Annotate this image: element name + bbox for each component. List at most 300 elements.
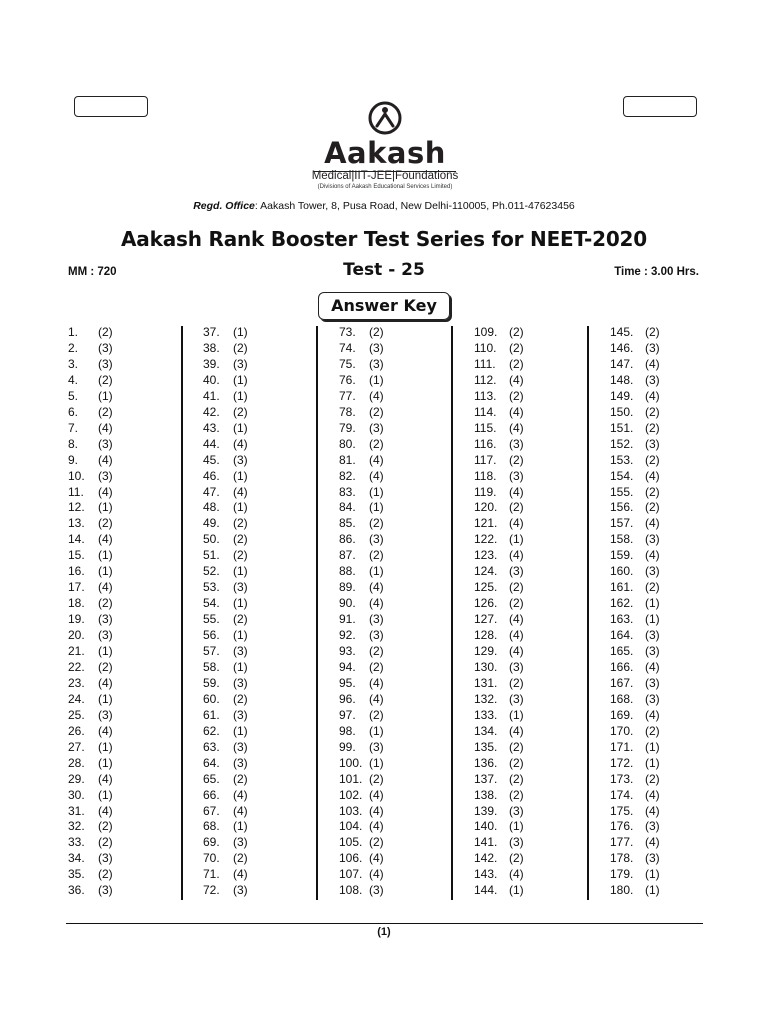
answer-option: (3) xyxy=(645,564,660,579)
question-number: 124. xyxy=(474,564,498,579)
question-number: 76. xyxy=(339,372,356,387)
question-number: 42. xyxy=(203,404,220,419)
question-number: 80. xyxy=(339,436,356,451)
answer-option: (3) xyxy=(645,532,660,547)
question-number: 83. xyxy=(339,484,356,499)
answer-option: (2) xyxy=(645,325,660,339)
question-number: 179. xyxy=(610,867,634,882)
answer-option: (1) xyxy=(369,755,384,770)
answer-option: (4) xyxy=(369,675,384,690)
column-divider xyxy=(181,326,183,900)
answer-option: (2) xyxy=(98,325,113,339)
logo-tagline: Medical|IIT-JEE|Foundations xyxy=(311,170,459,182)
question-number: 108. xyxy=(339,883,363,898)
question-number: 3. xyxy=(68,356,79,371)
question-number: 149. xyxy=(610,388,634,403)
answer-option: (4) xyxy=(509,628,524,643)
answer-option: (4) xyxy=(233,436,248,451)
answer-option: (3) xyxy=(645,675,660,690)
answer-option: (3) xyxy=(369,532,384,547)
answer-option: (4) xyxy=(98,420,113,435)
answer-option: (2) xyxy=(233,612,248,627)
answer-option: (4) xyxy=(233,484,248,499)
answer-option: (1) xyxy=(509,532,524,547)
answer-option: (1) xyxy=(98,548,113,563)
question-number: 8. xyxy=(68,436,79,451)
question-number: 19. xyxy=(68,612,85,627)
answer-option: (4) xyxy=(369,580,384,595)
question-number: 162. xyxy=(610,596,634,611)
answer-option: (2) xyxy=(645,771,660,786)
question-number: 109. xyxy=(474,325,498,339)
question-number: 171. xyxy=(610,739,634,754)
question-number: 52. xyxy=(203,564,220,579)
question-number: 111. xyxy=(474,356,496,371)
answer-option: (4) xyxy=(509,404,524,419)
answer-option: (4) xyxy=(509,548,524,563)
answer-option: (3) xyxy=(369,340,384,355)
question-number: 99. xyxy=(339,739,356,754)
answer-option: (2) xyxy=(645,420,660,435)
aakash-emblem-icon xyxy=(367,100,403,136)
answer-option: (2) xyxy=(233,516,248,531)
answer-option: (2) xyxy=(369,516,384,531)
answer-option: (3) xyxy=(98,340,113,355)
question-number: 92. xyxy=(339,628,356,643)
question-number: 9. xyxy=(68,452,79,467)
question-number: 152. xyxy=(610,436,634,451)
answer-option: (2) xyxy=(645,484,660,499)
question-number: 176. xyxy=(610,819,634,834)
question-number: 37. xyxy=(203,325,220,339)
answer-option: (1) xyxy=(645,612,660,627)
question-number: 62. xyxy=(203,723,220,738)
answer-option: (3) xyxy=(98,468,113,483)
answer-option: (1) xyxy=(233,564,248,579)
answer-option: (3) xyxy=(509,659,524,674)
question-number: 1. xyxy=(68,325,79,339)
question-number: 153. xyxy=(610,452,634,467)
question-number: 95. xyxy=(339,675,356,690)
question-number: 59. xyxy=(203,675,220,690)
code-box xyxy=(623,96,697,117)
answer-option: (2) xyxy=(369,707,384,722)
answer-option: (4) xyxy=(98,723,113,738)
question-number: 79. xyxy=(339,420,356,435)
answer-option: (3) xyxy=(645,372,660,387)
question-number: 16. xyxy=(68,564,85,579)
answer-option: (1) xyxy=(369,500,384,515)
question-number: 73. xyxy=(339,325,356,339)
question-number: 170. xyxy=(610,723,634,738)
answer-option: (2) xyxy=(233,548,248,563)
question-number: 107. xyxy=(339,867,363,882)
question-number: 38. xyxy=(203,340,220,355)
answer-option: (3) xyxy=(98,628,113,643)
answer-option: (1) xyxy=(233,819,248,834)
page-title: Aakash Rank Booster Test Series for NEET-2020 xyxy=(121,227,647,251)
answer-option: (4) xyxy=(369,787,384,802)
question-number: 13. xyxy=(68,516,85,531)
answer-option: (1) xyxy=(369,723,384,738)
question-number: 165. xyxy=(610,644,634,658)
answer-option: (2) xyxy=(509,452,524,467)
regd-label: Regd. Office xyxy=(193,200,255,212)
question-number: 27. xyxy=(68,739,85,754)
answer-option: (1) xyxy=(98,787,113,802)
question-number: 178. xyxy=(610,851,634,866)
question-number: 102. xyxy=(339,787,363,802)
question-number: 127. xyxy=(474,612,498,627)
answer-option: (3) xyxy=(369,628,384,643)
question-number: 44. xyxy=(203,436,220,451)
question-number: 34. xyxy=(68,851,85,866)
answer-option: (3) xyxy=(509,691,524,706)
answer-option: (2) xyxy=(369,771,384,786)
question-number: 31. xyxy=(68,803,85,818)
question-number: 60. xyxy=(203,691,220,706)
question-number: 77. xyxy=(339,388,356,403)
question-number: 33. xyxy=(68,835,85,850)
answer-option: (1) xyxy=(509,707,524,722)
question-number: 71. xyxy=(203,867,220,882)
answer-option: (1) xyxy=(369,564,384,579)
answer-option: (4) xyxy=(369,596,384,611)
question-number: 155. xyxy=(610,484,634,499)
answer-option: (1) xyxy=(645,596,660,611)
question-number: 151. xyxy=(610,420,634,435)
answer-option: (3) xyxy=(233,580,248,595)
answer-option: (4) xyxy=(509,484,524,499)
answer-option: (2) xyxy=(509,596,524,611)
question-number: 17. xyxy=(68,580,85,595)
answer-option: (4) xyxy=(509,372,524,387)
answer-option: (3) xyxy=(98,883,113,898)
question-number: 114. xyxy=(474,404,497,419)
question-number: 23. xyxy=(68,675,85,690)
answer-option: (4) xyxy=(233,803,248,818)
answer-option: (4) xyxy=(98,675,113,690)
answer-option: (2) xyxy=(98,659,113,674)
answer-option: (2) xyxy=(369,659,384,674)
answer-option: (2) xyxy=(509,675,524,690)
question-number: 43. xyxy=(203,420,220,435)
logo-wordmark: Aakash xyxy=(324,136,446,170)
answer-option: (1) xyxy=(369,372,384,387)
answer-option: (3) xyxy=(369,883,384,898)
answer-option: (1) xyxy=(98,500,113,515)
answer-option: (1) xyxy=(98,755,113,770)
answer-option: (3) xyxy=(233,755,248,770)
answer-option: (1) xyxy=(98,691,113,706)
answer-option: (2) xyxy=(369,644,384,658)
question-number: 85. xyxy=(339,516,356,531)
question-number: 53. xyxy=(203,580,220,595)
answer-option: (2) xyxy=(509,771,524,786)
answer-option: (4) xyxy=(98,771,113,786)
answer-option: (3) xyxy=(645,691,660,706)
question-number: 103. xyxy=(339,803,363,818)
question-number: 82. xyxy=(339,468,356,483)
answer-option: (4) xyxy=(369,691,384,706)
answer-option: (2) xyxy=(509,388,524,403)
question-number: 15. xyxy=(68,548,85,563)
question-number: 175. xyxy=(610,803,634,818)
answer-option: (2) xyxy=(233,532,248,547)
answer-option: (1) xyxy=(233,372,248,387)
answer-option: (4) xyxy=(369,819,384,834)
answer-option: (4) xyxy=(645,468,660,483)
question-number: 112. xyxy=(474,372,497,387)
answer-option: (3) xyxy=(645,340,660,355)
answer-option: (4) xyxy=(645,707,660,722)
question-number: 145. xyxy=(610,325,634,339)
question-number: 158. xyxy=(610,532,634,547)
question-number: 58. xyxy=(203,659,220,674)
answer-option: (2) xyxy=(98,372,113,387)
question-number: 25. xyxy=(68,707,85,722)
answer-option: (4) xyxy=(645,803,660,818)
answer-option: (4) xyxy=(233,867,248,882)
regd-address: : Aakash Tower, 8, Pusa Road, New Delhi-110005, Ph.011-47623456 xyxy=(254,200,575,212)
question-number: 146. xyxy=(610,340,634,355)
question-number: 40. xyxy=(203,372,220,387)
question-number: 61. xyxy=(203,707,220,722)
answer-option: (3) xyxy=(233,452,248,467)
answer-option: (2) xyxy=(98,596,113,611)
answer-option: (1) xyxy=(645,867,660,882)
question-number: 30. xyxy=(68,787,85,802)
page-number: (1) xyxy=(377,926,391,938)
question-number: 129. xyxy=(474,644,498,658)
answer-option: (2) xyxy=(509,580,524,595)
question-number: 98. xyxy=(339,723,356,738)
question-number: 54. xyxy=(203,596,220,611)
question-number: 87. xyxy=(339,548,356,563)
question-number: 45. xyxy=(203,452,220,467)
question-number: 172. xyxy=(610,755,634,770)
question-number: 81. xyxy=(339,452,356,467)
answer-option: (1) xyxy=(233,420,248,435)
max-marks: MM : 720 xyxy=(68,266,117,278)
answer-option: (1) xyxy=(645,883,660,898)
answer-option: (3) xyxy=(233,644,248,658)
question-number: 68. xyxy=(203,819,220,834)
answer-option: (4) xyxy=(645,356,660,371)
question-number: 132. xyxy=(474,691,498,706)
question-number: 4. xyxy=(68,372,79,387)
question-number: 11. xyxy=(68,484,84,499)
answer-option: (4) xyxy=(369,388,384,403)
answer-option: (4) xyxy=(369,803,384,818)
question-number: 84. xyxy=(339,500,356,515)
answer-option: (3) xyxy=(369,356,384,371)
question-number: 169. xyxy=(610,707,634,722)
question-number: 75. xyxy=(339,356,356,371)
answer-option: (2) xyxy=(509,325,524,339)
question-number: 119. xyxy=(474,484,497,499)
question-number: 156. xyxy=(610,500,634,515)
question-number: 74. xyxy=(339,340,356,355)
question-number: 130. xyxy=(474,659,498,674)
answer-option: (3) xyxy=(509,468,524,483)
answer-option: (1) xyxy=(98,564,113,579)
answer-option: (4) xyxy=(369,468,384,483)
answer-option: (1) xyxy=(233,388,248,403)
question-number: 47. xyxy=(203,484,220,499)
question-number: 88. xyxy=(339,564,356,579)
question-number: 163. xyxy=(610,612,634,627)
answer-option: (2) xyxy=(233,771,248,786)
answer-option: (3) xyxy=(98,707,113,722)
answer-option: (2) xyxy=(509,340,524,355)
question-number: 63. xyxy=(203,739,220,754)
question-number: 51. xyxy=(203,548,220,563)
answer-option: (1) xyxy=(233,500,248,515)
question-number: 49. xyxy=(203,516,220,531)
question-number: 64. xyxy=(203,755,220,770)
question-number: 101. xyxy=(339,771,363,786)
answer-option: (3) xyxy=(233,356,248,371)
question-number: 70. xyxy=(203,851,220,866)
question-number: 174. xyxy=(610,787,634,802)
question-number: 90. xyxy=(339,596,356,611)
question-number: 164. xyxy=(610,628,634,643)
answer-option: (2) xyxy=(509,787,524,802)
question-number: 148. xyxy=(610,372,634,387)
answer-option: (1) xyxy=(233,596,248,611)
question-number: 143. xyxy=(474,867,498,882)
answer-option: (2) xyxy=(98,404,113,419)
question-number: 144. xyxy=(474,883,498,898)
question-number: 117. xyxy=(474,452,497,467)
answer-option: (1) xyxy=(233,659,248,674)
answer-option: (1) xyxy=(233,325,248,339)
answer-option: (3) xyxy=(645,819,660,834)
answer-option: (2) xyxy=(509,739,524,754)
question-number: 46. xyxy=(203,468,220,483)
answer-option: (1) xyxy=(233,628,248,643)
time-duration: Time : 3.00 Hrs. xyxy=(614,266,699,278)
question-number: 89. xyxy=(339,580,356,595)
answer-option: (3) xyxy=(509,564,524,579)
question-number: 6. xyxy=(68,404,79,419)
question-number: 116. xyxy=(474,436,497,451)
answer-option: (4) xyxy=(369,851,384,866)
question-number: 26. xyxy=(68,723,85,738)
question-number: 125. xyxy=(474,580,498,595)
answer-option: (4) xyxy=(98,452,113,467)
answer-option: (3) xyxy=(645,436,660,451)
registered-office xyxy=(0,200,768,212)
question-number: 86. xyxy=(339,532,356,547)
answer-option: (1) xyxy=(645,755,660,770)
question-number: 160. xyxy=(610,564,634,579)
question-number: 136. xyxy=(474,755,498,770)
answer-option: (2) xyxy=(369,325,384,339)
answer-option: (3) xyxy=(369,612,384,627)
question-number: 147. xyxy=(610,356,634,371)
question-number: 180. xyxy=(610,883,634,898)
question-number: 91. xyxy=(339,612,356,627)
question-number: 113. xyxy=(474,388,497,403)
question-number: 150. xyxy=(610,404,634,419)
answer-option: (1) xyxy=(509,883,524,898)
question-number: 39. xyxy=(203,356,220,371)
question-number: 104. xyxy=(339,819,363,834)
question-number: 159. xyxy=(610,548,634,563)
answer-option: (3) xyxy=(233,707,248,722)
logo-subline: (Divisions of Aakash Educational Services Limited) xyxy=(317,184,453,190)
question-number: 110. xyxy=(474,340,497,355)
answer-option: (1) xyxy=(233,468,248,483)
answer-option: (2) xyxy=(509,356,524,371)
answer-option: (4) xyxy=(98,532,113,547)
answer-option: (3) xyxy=(509,436,524,451)
answer-option: (3) xyxy=(98,851,113,866)
answer-option: (3) xyxy=(233,835,248,850)
answer-option: (4) xyxy=(645,548,660,563)
question-number: 161. xyxy=(610,580,634,595)
question-number: 137. xyxy=(474,771,498,786)
question-number: 140. xyxy=(474,819,498,834)
question-number: 177. xyxy=(610,835,634,850)
question-number: 168. xyxy=(610,691,634,706)
question-number: 105. xyxy=(339,835,363,850)
question-number: 115. xyxy=(474,420,497,435)
answer-option: (4) xyxy=(509,644,524,658)
question-number: 106. xyxy=(339,851,363,866)
answer-option: (1) xyxy=(645,739,660,754)
question-number: 22. xyxy=(68,659,85,674)
answer-option: (4) xyxy=(369,867,384,882)
answer-option: (1) xyxy=(233,723,248,738)
test-name: Test - 25 xyxy=(343,260,425,280)
question-number: 2. xyxy=(68,340,79,355)
answer-option: (2) xyxy=(645,580,660,595)
answer-option: (3) xyxy=(509,803,524,818)
footer-rule xyxy=(66,923,703,924)
answer-option: (3) xyxy=(645,644,660,658)
question-number: 94. xyxy=(339,659,356,674)
question-number: 35. xyxy=(68,867,85,882)
question-number: 41. xyxy=(203,388,220,403)
answer-option: (2) xyxy=(98,516,113,531)
question-number: 48. xyxy=(203,500,220,515)
question-number: 72. xyxy=(203,883,220,898)
question-number: 118. xyxy=(474,468,497,483)
answer-option: (3) xyxy=(98,612,113,627)
question-number: 36. xyxy=(68,883,85,898)
answer-option: (4) xyxy=(98,803,113,818)
answer-option: (1) xyxy=(98,644,113,658)
question-number: 173. xyxy=(610,771,634,786)
answer-option: (1) xyxy=(98,739,113,754)
question-number: 55. xyxy=(203,612,220,627)
question-number: 56. xyxy=(203,628,220,643)
question-number: 138. xyxy=(474,787,498,802)
question-number: 12. xyxy=(68,500,85,515)
answer-option: (4) xyxy=(645,659,660,674)
answer-option: (2) xyxy=(645,404,660,419)
question-number: 100. xyxy=(339,755,363,770)
question-number: 57. xyxy=(203,644,220,658)
question-number: 5. xyxy=(68,388,79,403)
question-number: 96. xyxy=(339,691,356,706)
question-number: 69. xyxy=(203,835,220,850)
question-number: 122. xyxy=(474,532,498,547)
answer-option: (1) xyxy=(509,819,524,834)
